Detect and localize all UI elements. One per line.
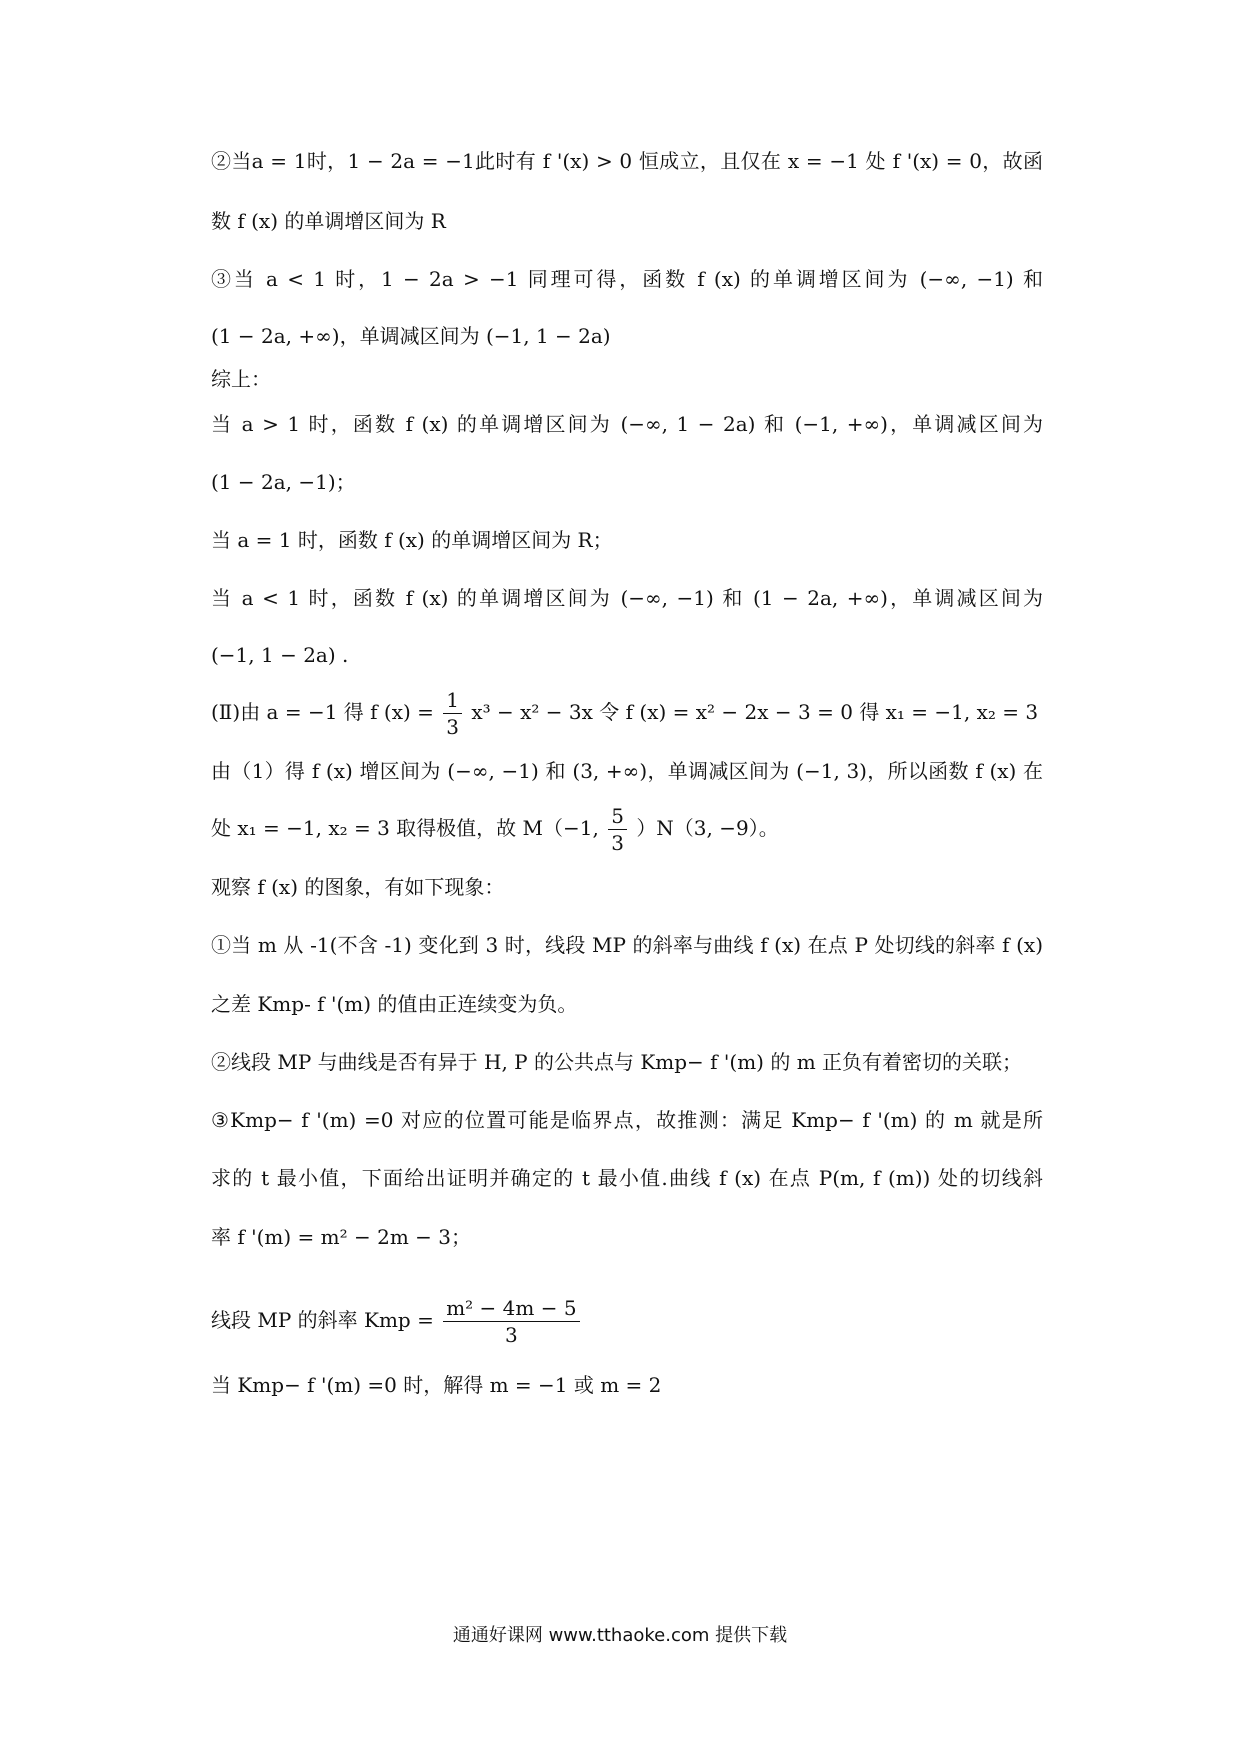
fraction-five-thirds [608, 803, 627, 856]
text-line: ③Kmp− f '(m) =0 对应的位置可能是临界点，故推测：满足 Kmp− f '(m) 的 m 就是所 [211, 1108, 1043, 1132]
text-line: 观察 f (x) 的图象，有如下现象： [211, 875, 505, 899]
fraction-numerator: 5 [608, 803, 627, 830]
extrema-line [211, 800, 1043, 856]
fraction-one-third [443, 687, 462, 740]
text-line: 率 f '(m) = m² − 2m − 3； [211, 1225, 471, 1249]
text-line: ①当 m 从 -1(不含 -1) 变化到 3 时，线段 MP 的斜率与曲线 f (x) 在点 P 处切线的斜率 f (x) [211, 933, 1043, 957]
text-line: 当 Kmp− f '(m) =0 时，解得 m = −1 或 m = 2 [211, 1373, 662, 1397]
text-line: ②线段 MP 与曲线是否有异于 H, P 的公共点与 Kmp− f '(m) 的 m 正负有着密切的关联； [211, 1050, 1023, 1074]
text-line: ③当 a < 1 时，1 − 2a > −1 同理可得，函数 f (x) 的单调增区间为 (−∞, −1) 和 [211, 267, 1043, 291]
text-line: (1 − 2a, −1)； [211, 470, 356, 494]
fraction-slope [443, 1295, 579, 1348]
text-line: 当 a > 1 时，函数 f (x) 的单调增区间为 (−∞, 1 − 2a) 和 (−1, +∞)，单调减区间为 [211, 412, 1043, 436]
page-footer: 通通好课网 www.tthaoke.com 提供下载 [452, 1625, 788, 1646]
text-line: 数 f (x) 的单调增区间为 R [211, 209, 446, 233]
text-line: 当 a < 1 时，函数 f (x) 的单调增区间为 (−∞, −1) 和 (1 − 2a, +∞)，单调减区间为 [211, 586, 1043, 610]
text-line: (1 − 2a, +∞)，单调减区间为 (−1, 1 − 2a) [211, 324, 611, 348]
part2-equation-line [211, 684, 1043, 740]
extrema-prefix: 处 x₁ = −1, x₂ = 3 取得极值，故 M（−1, [211, 816, 599, 840]
text-line: 由（1）得 f (x) 增区间为 (−∞, −1) 和 (3, +∞)，单调减区间为 (−1, 3)，所以函数 f (x) 在 [211, 759, 1043, 783]
fraction-denominator: 3 [611, 831, 624, 855]
text-line: 之差 Kmp- f '(m) 的值由正连续变为负。 [211, 992, 578, 1016]
section-heading: 综上： [211, 367, 271, 391]
fraction-numerator: 1 [443, 687, 462, 714]
text-line: (−1, 1 − 2a) . [211, 643, 349, 667]
text-line: 当 a = 1 时，函数 f (x) 的单调增区间为 R； [211, 528, 613, 552]
fraction-denominator: 3 [505, 1323, 518, 1347]
text-line: 求的 t 最小值，下面给出证明并确定的 t 最小值.曲线 f (x) 在点 P(m, f (m)) 处的切线斜 [211, 1166, 1043, 1190]
fraction-numerator: m² − 4m − 5 [443, 1295, 579, 1322]
part2-suffix: x³ − x² − 3x 令 f (x) = x² − 2x − 3 = 0 得 x₁ = −1, x₂ = 3 [471, 700, 1039, 724]
fraction-denominator: 3 [446, 715, 460, 739]
text-line: ②当a = 1时，1 − 2a = −1此时有 f '(x) > 0 恒成立，且仅在 x = −1 处 f '(x) = 0，故函 [211, 149, 1043, 173]
part2-prefix: (Ⅱ)由 a = −1 得 f (x) = [211, 700, 434, 724]
slope-prefix: 线段 MP 的斜率 Kmp = [211, 1308, 434, 1332]
slope-line [211, 1292, 1043, 1348]
extrema-suffix: ）N（3, −9）。 [636, 816, 779, 840]
